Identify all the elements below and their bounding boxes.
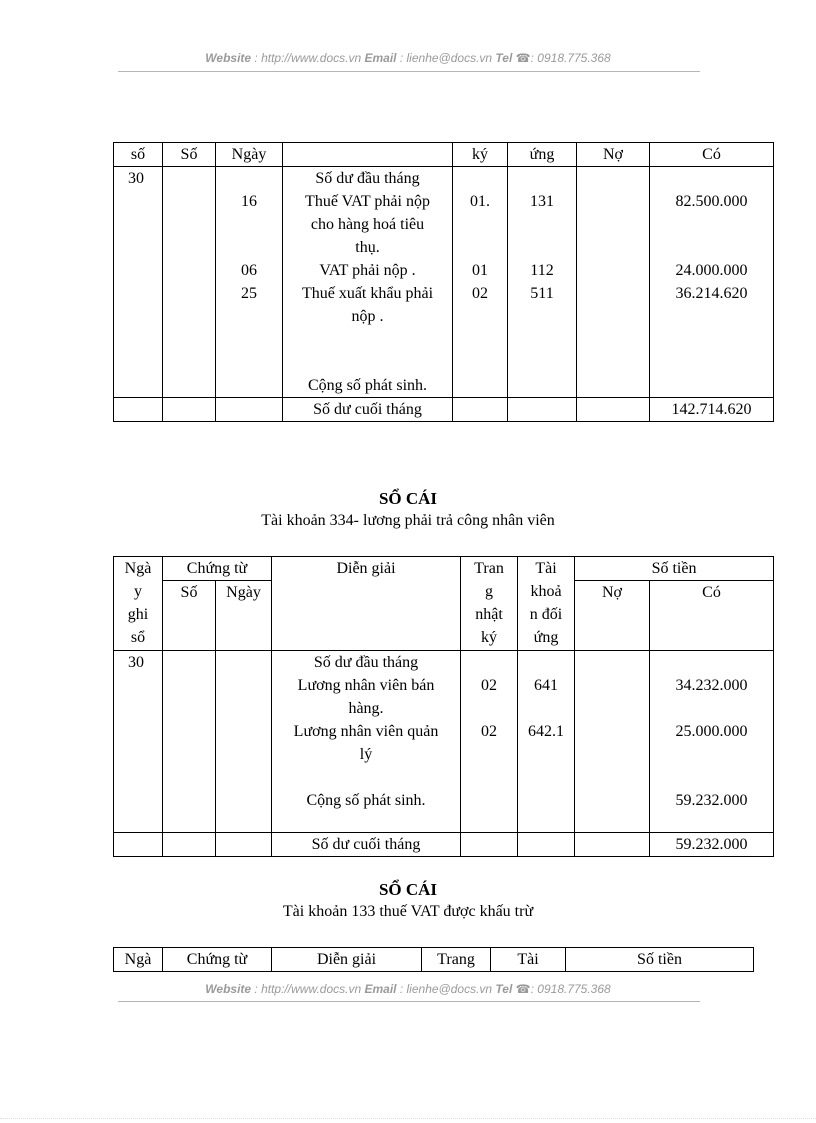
cell-line: 642.1	[528, 723, 564, 740]
header-line: khoả	[530, 583, 562, 600]
cell-line: Lương nhân viên bán	[297, 677, 435, 694]
cell-line	[652, 167, 771, 190]
cell-line: nộp .	[351, 308, 384, 325]
cell-line: 06	[241, 262, 257, 279]
cell-line	[285, 328, 450, 351]
credit-cell	[650, 651, 774, 833]
col-header: Ngày	[216, 143, 283, 167]
cell-line	[520, 697, 572, 720]
cell-line	[455, 167, 505, 190]
email-label: Email	[364, 982, 397, 996]
contra-account-cell	[518, 651, 575, 833]
cell-line: 25	[241, 285, 257, 302]
cell-line: Cộng số phát sinh.	[307, 377, 428, 394]
cell-line	[455, 213, 505, 236]
col-header: số	[114, 143, 163, 167]
cell-line: 02	[472, 285, 488, 302]
col-header-entry-date: Ngà	[114, 948, 163, 972]
closing-balance-credit: 142.714.620	[650, 398, 774, 422]
description-cell	[272, 651, 461, 833]
description-cell	[283, 167, 453, 398]
cell-line: 511	[530, 285, 554, 302]
cell-line: 01	[472, 262, 488, 279]
cell-line: 25.000.000	[675, 723, 748, 740]
header-line: sổ	[130, 629, 146, 646]
cell-line: 131	[530, 193, 554, 210]
cell-line	[463, 697, 515, 720]
col-header-description: Diễn giải	[272, 948, 422, 972]
cell-line: Số dư đầu tháng	[313, 654, 419, 671]
col-header-contra-account	[518, 557, 575, 651]
col-header-credit: Có	[650, 581, 774, 651]
cell-line: Số dư đầu tháng	[315, 170, 420, 187]
website-url: : http://www.docs.vn	[254, 982, 362, 996]
cell-line	[652, 697, 771, 720]
cell-line	[510, 213, 574, 236]
header-line: ứng	[533, 629, 559, 646]
cell-line	[652, 651, 771, 674]
cell-line: hàng.	[348, 700, 384, 717]
header-line: y	[134, 583, 142, 600]
journal-page-cell	[453, 167, 508, 398]
phone-icon: ☎	[515, 51, 531, 65]
table-header-row	[114, 948, 754, 972]
col-header-amount: Số tiền	[575, 557, 774, 581]
credit-cell	[650, 167, 774, 398]
voucher-date-cell	[216, 651, 272, 833]
header-line: Tài	[535, 560, 557, 577]
cell-line	[285, 351, 450, 374]
cell-line: 01.	[470, 193, 490, 210]
cell-line: 24.000.000	[675, 262, 748, 279]
header-line: Tran	[474, 560, 504, 577]
cell-line: 641	[534, 677, 558, 694]
website-label: Website	[205, 51, 252, 65]
footer-rule	[118, 1001, 700, 1002]
tel-number: : 0918.775.368	[530, 982, 611, 996]
website-label: Website	[205, 982, 252, 996]
cell-line	[652, 213, 771, 236]
cell-line	[455, 236, 505, 259]
header-line: n đối	[529, 606, 563, 623]
cell-line: 02	[481, 723, 497, 740]
col-header-debit: Nợ	[575, 581, 650, 651]
cell-line: 112	[530, 262, 554, 279]
cell-line: 59.232.000	[675, 792, 748, 809]
cell-line	[652, 766, 771, 789]
ledger-subtitle: Tài khoản 133 thuế VAT được khấu trừ	[282, 903, 534, 920]
cell-line: 82.500.000	[675, 193, 748, 210]
col-header-voucher: Chứng từ	[163, 948, 272, 972]
email-address: : lienhe@docs.vn	[399, 51, 493, 65]
ledger-title: SỔ CÁI	[378, 880, 438, 899]
cell-line	[520, 651, 572, 674]
cell-line	[218, 167, 280, 190]
header-rule	[118, 71, 700, 72]
col-header-voucher-no: Số	[163, 581, 216, 651]
col-header	[283, 143, 453, 167]
journal-page-cell	[461, 651, 518, 833]
header-line: nhật	[475, 606, 503, 623]
col-header-description: Diễn giải	[272, 557, 461, 651]
cell-line	[510, 236, 574, 259]
closing-balance-label: Số dư cuối tháng	[283, 398, 453, 422]
col-header: Có	[650, 143, 774, 167]
cell-line: 36.214.620	[675, 285, 748, 302]
col-header-amount: Số tiền	[566, 948, 754, 972]
col-header-entry-date	[114, 557, 163, 651]
ledger-table-continued	[113, 142, 774, 422]
cell-line	[274, 766, 458, 789]
cell-line	[652, 743, 771, 766]
ledger-subtitle: Tài khoản 334- lương phải trả công nhân viên	[261, 512, 555, 529]
debit-cell	[577, 167, 650, 398]
col-header-journal-page	[461, 557, 518, 651]
cell-line	[463, 651, 515, 674]
voucher-date-cell	[216, 167, 283, 398]
tel-number: : 0918.775.368	[530, 51, 611, 65]
header-line: g	[485, 583, 493, 600]
table-header-row	[114, 557, 774, 581]
contra-account-cell	[508, 167, 577, 398]
col-header: ứng	[508, 143, 577, 167]
header-line: Ngà	[124, 560, 152, 577]
email-label: Email	[364, 51, 397, 65]
entry-date-cell: 30	[114, 167, 163, 398]
col-header: ký	[453, 143, 508, 167]
voucher-no-cell	[163, 651, 216, 833]
voucher-no-cell	[163, 167, 216, 398]
cell-line: 34.232.000	[675, 677, 748, 694]
tel-label: Tel	[495, 982, 513, 996]
cell-line: Lương nhân viên quản	[293, 723, 439, 740]
cell-line	[218, 213, 280, 236]
col-header-journal-page: Trang	[422, 948, 491, 972]
col-header: Nợ	[577, 143, 650, 167]
col-header-contra-account: Tài	[491, 948, 566, 972]
cell-line: Cộng số phát sinh.	[306, 792, 426, 809]
cell-line: VAT phải nộp .	[319, 262, 416, 279]
cell-line: lý	[359, 746, 373, 763]
email-address: : lienhe@docs.vn	[399, 982, 493, 996]
cell-line	[510, 167, 574, 190]
table-footer-row	[114, 833, 774, 857]
page-edge	[0, 1118, 816, 1119]
ledger-title: SỔ CÁI	[378, 489, 438, 508]
debit-cell	[575, 651, 650, 833]
header-line: ký	[481, 629, 497, 646]
cell-line: 02	[481, 677, 497, 694]
cell-line: thụ.	[355, 239, 380, 256]
cell-line: Thuế xuất khẩu phải	[301, 285, 434, 302]
ledger-table-133	[113, 947, 754, 972]
phone-icon: ☎	[515, 982, 531, 996]
page-header	[0, 51, 816, 65]
table-footer-row	[114, 398, 774, 422]
closing-balance-credit: 59.232.000	[650, 833, 774, 857]
closing-balance-label: Số dư cuối tháng	[272, 833, 461, 857]
table-header-row	[114, 143, 774, 167]
cell-line: Thuế VAT phải nộp	[305, 193, 430, 210]
header-line: ghi	[127, 606, 149, 623]
tel-label: Tel	[495, 51, 513, 65]
col-header: Số	[163, 143, 216, 167]
table-row	[114, 651, 774, 833]
ledger-table-334	[113, 556, 774, 857]
col-header-voucher: Chứng từ	[163, 557, 272, 581]
cell-line: 16	[241, 193, 257, 210]
cell-line: cho hàng hoá tiêu	[310, 216, 425, 233]
col-header-voucher-date: Ngày	[216, 581, 272, 651]
page-footer	[0, 982, 816, 996]
website-url: : http://www.docs.vn	[254, 51, 362, 65]
entry-date-cell: 30	[114, 651, 163, 833]
table-row	[114, 167, 774, 398]
cell-line	[218, 236, 280, 259]
cell-line	[652, 236, 771, 259]
